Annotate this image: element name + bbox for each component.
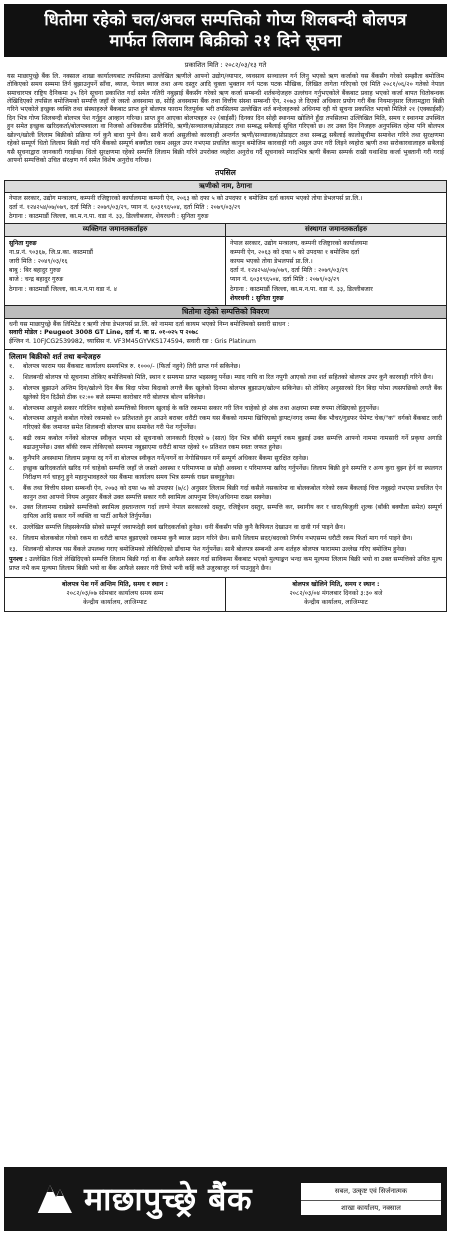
- condition-text: बैंक तथा वित्तीय संस्था सम्बन्धी ऐन, २०७३ को दफा ५७ को उपदफा (७/८) अनुसार लिलाम बिक्री गर्दा कसैले नसकारेमा वा बोलकबोल गरेको रकम बैंकलाई चित्त नबुझ्दो नभएमा प्रचलित ऐन कानुन तथा आफ्नो नियम अनुसार बैंकले उक्त सम्पत्ति सकार गरी स्वामित्व आफ्नुमा लिन/अधिनमा राख्न सक्नेछ।: [23, 484, 442, 501]
- borrower-head: ऋणीको नाम, ठेगाना: [5, 181, 446, 193]
- conditions-title: लिलाम बिक्रीको शर्त तथा बन्देजहरु: [9, 351, 101, 361]
- header-line-2: मार्फत लिलाम बिक्रीको २१ दिने सूचना: [109, 31, 342, 50]
- submission-deadline: [5, 578, 225, 610]
- condition-item: [9, 465, 442, 483]
- institutional-guarantor-col: [225, 224, 446, 304]
- condition-text: लिलाम बोलकबोल गरेको रकम वा धरौटी बापत बुझाएको रकममा कुनै ब्याज प्रदान गरिने छैन। साथै लिलाम सदर/बदरको निर्णय नभएसम्म धरौटी रकम फिर्ता माग गर्न पाइने छैन।: [23, 534, 413, 542]
- institution-line: कम्पनी ऐन, २०६३ को दफा ५ को उपदफा १ बमोजिम दर्ता: [230, 248, 360, 256]
- condition-number: ८.: [9, 465, 15, 473]
- condition-number: ११.: [9, 524, 18, 532]
- submission-place: केन्द्रीय कार्यालय, लाजिम्पाट: [83, 598, 147, 606]
- property-line-3: ईन्जिन नं. 10FJCG2539982, च्यासिस नं. VF3M45GYVKS174594, सवारी रङ : Gris Platinum: [9, 338, 256, 346]
- notice-header: [4, 4, 447, 57]
- condition-item: [9, 546, 442, 555]
- condition-number: १.: [9, 363, 15, 371]
- institutional-guarantor-head: संस्थागत जमानतकर्ताहरु: [226, 224, 446, 236]
- condition-text: शिलबन्दी बोलपत्र यस बैंकले उपलब्ध गराए बमोजिमको तोकिदिएको ढाँचामा पेश गर्नुपर्नेछ। साथै बोलपत्र सम्बन्धी अन्य शर्तहरु बोलपत्र फाराममा उल्लेख गरिए बमोजिम हुनेछ।: [23, 545, 407, 553]
- publish-date: प्रकाशित मिति : २०८२/०३/१३ गते: [184, 61, 267, 69]
- property-line-2: सवारी मोडेल : Peugeot 3008 GT Line, दर्ता नं. बा प्र. ०१-०२५ प २०७८: [9, 329, 199, 337]
- property-box: [4, 306, 447, 350]
- tapsil-title: तपसिल: [215, 168, 236, 178]
- condition-item: [9, 405, 442, 414]
- condition-text: उक्त लिलाममा राखेको सम्पत्तिको स्वामित्व हस्तान्तरण गर्दा लाग्ने नेपाल सरकारको दस्तुर, रजिष्ट्रेशन दस्तुर, सम्पत्ति कर, स्थानीय कर र धारा/बिजुली शुल्क (बाँकी बक्यौता समेत) सम्पूर्ण दायित्व आदि सकार गर्ने व्यक्ति वा पार्टी आफैले तिर्नुपर्नेछ।: [23, 504, 442, 521]
- borrower-line-2: दर्ता नं. १२४२५४/०७/०७९, दर्ता मिति : २०७९/०३/२९, प्यान नं. ६०३१९६५०४, दर्ता मिति : २०७९/०३/२९: [9, 204, 241, 212]
- condition-number: ४.: [9, 404, 15, 412]
- borrower-line-3: ठेगाना : काठमाडौं जिल्ला, का.म.न.पा. वडा नं. ३३, डिल्लीबजार, शेयरधनी : सुनिता गुरुङ: [9, 212, 209, 220]
- postscript-text: उल्लेखित धितो लेखिदिएको सम्पत्ति लिलाम बिक्री गर्दा वा बैंक आफैले सकार गर्दा साविकमा बैंकबाट भएको मुल्याङ्कन भन्दा कम मूल्यमा लिलाम बिक्री भयो वा उक्त सम्पत्तिको उचित मूल्य प्राप्त नभै कम मूल्यमा लिलाम बिक्री भयो वा बैंक आफैले सकार गरी लियो भनी कहिं कतै उजुरबाजुर गर्न पाउनुहुने छैन।: [9, 556, 442, 573]
- condition-item: [9, 524, 442, 533]
- condition-item: [9, 385, 442, 403]
- opening-place: केन्द्रीय कार्यालय, लाजिम्पाट: [304, 598, 368, 606]
- condition-item: [9, 363, 442, 372]
- condition-text: इच्छुक खरिदकर्ताले खरिद गर्न चाहेको सम्पत्ति जहाँ जे जस्तो अवस्था र परिमाणमा छ सोही अवस्था र परिमाणमा खरिद गर्नुपर्नेछ। लिलाम बिक्री हुने सम्पत्ति र अन्य कुरा बुझ्न हेर्न वा स्थलगत निरीक्षण गर्न चाहनु हुने महानुभावहरुले यस बैंकमा कार्यालय समय भित्र सम्पर्क राख्न सक्नुहुनेछ।: [23, 465, 442, 482]
- opening-datetime: २०८२/०३/०४ मंगलबार दिनको ३:३० बजे: [289, 589, 383, 597]
- institution-line: कायम भएको तोया डेभलपर्स प्रा.लि.।: [230, 258, 313, 266]
- guarantor-line: बाबु : बिर बहादुर गुरुङ: [9, 267, 61, 275]
- condition-number: ३.: [9, 384, 15, 392]
- condition-number: ६.: [9, 434, 15, 442]
- intro-paragraph: यस माछापुच्छ्रे बैंक लि. नक्साल शाखा कार्यालयबाट तपसिलमा उल्लेखित ऋणीले आफ्नो उद्योग/व्यापार, व्यवसाय सञ्चालन गर्न लिनु भएको ऋण कर्जाको यस बैंकसँग गरेको सम्झौता बमोजिम तोकिएको समय सम्ममा तिर्न बुझाउनुपर्ने साँवा, ब्याज, पेनाल ब्याज तथा अन्य दस्तुर आदि चुक्ता भुक्तान गर्न पटक पटक मौखिक, लिखित तागेता गरिएको एवं मिति २०८१/०६/२० गतेको नेपाल समाचारपत्र राष्ट्रिय दैनिकमा ३५ दिने सूचना प्रकाशित गर्दा समेत नतिरी नबुझाई बैंकसँग गरेको ऋण कर्जा सम्बन्धी शर्तबन्देजहरु उल्लंघन गर्नुभएकोले बैंकबाट प्रवाह भएको कर्जा बापत धितोबन्धक लेखिदिएको तपसिल बमोजिमको सम्पत्ति जहाँ जे जस्तो अवस्थामा छ, सोहि अवस्थामा बैंक तथा वित्तीय संस्था सम्बन्धी ऐन, २०७३ ले दिएको अधिकार प्रयोग गरी बैंक नियमानुसार लिलामद्वारा बिक्री गरिने भएकोले इच्छुक व्यक्ति तथा संस्थाहरुले बैंकबाट प्राप्त हुने बोलपत्र फाराम रितपूर्वक भरी तपसिलमा उल्लेखित शर्त बन्देजहरुको अधिनमा रही यो सूचना प्रकाशित भएको मितिले २१ (एक्काईसौं) दिन भित्र गोप्य शिलबन्दी बोलपत्र पेश गर्नुहुन आव्हान गरिन्छ। प्राप्त हुन आएका बोलपत्रहरु २२ (बाईसौं) दिनका दिन सोही स्थानमा खोलिने हुँदा तपसिलमा उल्लिखित मिति, समय र स्थानमा उपस्थित हुन समेत इच्छुक खरिदकर्ता/बोलपत्रवाला वा निजको अधिकारीक प्रतिनिधि, ऋणी/सञ्चालक/प्रोप्राइटर तथा सम्बद्ध सबैलाई सूचित गरिएको छ। तर उक्त दिन निजहरु अनुपस्थित रहेमा पनि बोलपत्र खोल्न/खोली लिलाम बिक्रीको प्रक्रिया गर्न कुनै बाधा पुग्ने छैन। साथै कर्जा असुलीको कारवाही अन्तर्गत ऋणी/सञ्चालक/प्रोप्राइटर तथा सम्बद्ध सबैलाई कालोसूचीमा समावेश गरिने तथा सुरक्षणमा रहेको सम्पूर्ण धितो लिलाम बिक्री गर्दा पनि बैंकको सम्पूर्ण बक्यौता रकम असुल उपर नभएमा प्रचलित कानुन बमोजिम कारवाही गरी असुल उपर गरी लिइने व्यहोरा ऋणी तथा सरोकारवालाहरु सबैलाई यसै सूचनाद्वारा जानकारी गराईन्छ। धितो सुरक्षणमा रहेको सम्पत्ति लिलाम बिक्री गरिने उपरोक्त व्यहोरा अनुरोध गर्दै सूचनाको म्यादभित्र ऋणी बैंकमा सम्पर्क राखी यथाशिघ्र कर्जा भुक्तानी गरी गराई आफ्नो सम्पत्तिको उचित संरक्षण गर्न समेत विशेष अनुरोध गरिन्छ।: [7, 72, 444, 164]
- institution-line: प्यान नं. ६०३१९६५०४, दर्ता मिति : २०७९/०३/२९: [230, 276, 340, 284]
- condition-text: बोलपत्र फाराम यस बैंकबाट कार्यालय समयभित्र रु. १०००/- (फिर्ता नहुने) तिरी प्राप्त गर्न सकिनेछ।: [23, 363, 241, 371]
- condition-text: उल्लेखित सम्पत्ति लिइसकेपछि सोको सम्पूर्ण जवाफदेही स्वयं खरिदकर्ताको हुनेछ। धनी बैंकसँग पछि कुनै कैफियत देखाउन वा दावी गर्न पाइने छैन।: [23, 524, 346, 532]
- borrower-box: [4, 180, 447, 224]
- opening-schedule: [225, 578, 446, 610]
- guarantor-line: जारी मिति : २०४९/०३/१६: [9, 258, 68, 266]
- condition-item: [9, 374, 442, 383]
- institution-line: नेपाल सरकार, उद्योग मन्त्रालय, कम्पनी रजिष्ट्रारको कार्यालयमा: [230, 239, 368, 247]
- condition-number: ९.: [9, 484, 15, 492]
- condition-text: बोलपत्रमा आफूले कबोल गरेको रकमको १० प्रतिशतले हुन आउने बराबर धरौटी रकम यस बैंकको नाममा खिचिएको ड्राफ्ट/नगद जम्मा बैंक भौचर/गुडफर पेमेण्ट चेक/"क" वर्गको बैंकबाट जारी गरिएको बैंक जमानत समेत शिलबन्दी बोलपत्र साथ समावेश गरी पेश गर्नुपर्नेछ।: [23, 415, 442, 432]
- condition-item: [9, 455, 442, 464]
- guarantors-table: [4, 224, 447, 305]
- condition-text: बढी रकम कबोल गर्नेको बोलपत्र स्वीकृत भएमा सो सूचनाको जानकारी दिएको ७ (सात) दिन भित्र बाँकी सम्पूर्ण रकम बुझाई उक्त सम्पत्ति आफ्नो नाममा नामसारी गर्ने प्रकृया अगाडि बढाउनुपर्नेछ। उक्त बाँकी रकम तोकिएको समयमा नबुझाएमा धरौटी बापत रहेको १० प्रतिशत रकम स्वतः जफत हुनेछ।: [23, 434, 442, 451]
- condition-item: [9, 415, 442, 433]
- fishtail-mountain-logo-icon: [34, 1179, 76, 1219]
- branch-office: शाखा कार्यालय, नक्साल: [341, 1203, 401, 1212]
- condition-number: १२.: [9, 534, 18, 542]
- condition-number: ५.: [9, 415, 15, 423]
- postscript: [9, 556, 442, 574]
- condition-item: [9, 435, 442, 453]
- condition-text: बोलपत्र बुझाउने अन्तिम दिन/खोल्ने दिन बैंक बिदा परेमा बिदाको लगत्तै बैंक खुलेको दिनमा बोलपत्र बुझाउन/खोल्न सकिनेछ। सो तोकिए अनुसारको दिन बिदा परेमा त्यसपछिको लगतै बैंक खुलेको दिन दिउँसो ठीक १२:०० बजे सम्ममा कारोबार गरी बोलपत्र बोल्न सकिनेछ।: [23, 384, 442, 401]
- property-line-1: धनी यस माछापुच्छ्रे बैंक लिमिटेड र ऋणी तोया डेभलपर्स प्रा.लि. को नाममा दर्ता कायम भएको निम्न बमोजिमको सवारी साधन :: [9, 320, 290, 328]
- postscript-label: पुनश्च :: [9, 556, 28, 564]
- guarantor-line: ना.प्र.नं. ९०३६७, जि.प्र.का. काठमाडौं: [9, 248, 93, 256]
- personal-guarantor-head: व्यक्तिगत जमानतकर्ताहरु: [5, 224, 225, 236]
- opening-head: बोलपत्र खोलिने मिति, समय र स्थान :: [292, 581, 380, 589]
- condition-number: २.: [9, 374, 15, 382]
- institution-line: शेयरधनी : सुनिता गुरुङ: [230, 294, 284, 302]
- guarantor-line: सुनिता गुरुङ: [9, 239, 37, 247]
- bank-logo: [4, 1178, 301, 1220]
- header-line-1: धितोमा रहेको चल/अचल सम्पत्तिको गोप्य शिलबन्दी बोलपत्र: [44, 10, 407, 29]
- condition-text: शिलबन्दी बोलपत्र यो सूचनामा तोकिए बमोजिमको मिति, स्थान र समयमा प्राप्त भइसक्नु पर्नेछ। म्याद नाघि वा रित नपुगी आएको तथा शर्त सहितको बोलपत्र उपर कुनै कारवाही गरिने छैन।: [23, 374, 434, 382]
- condition-number: ७.: [9, 454, 15, 462]
- bank-name: माछापुच्छ्रे बैंक: [84, 1179, 253, 1218]
- borrower-line-1: नेपाल सरकार, उद्योग मन्त्रालय, कम्पनी रजिष्ट्रारको कार्यालयमा कम्पनी ऐन, २०६३ को दफा ५ को उपदफा १ बमोजिम दर्ता कायम भएको तोया डेभलपर्स प्रा.लि.।: [9, 195, 363, 203]
- bank-footer: [4, 1167, 447, 1231]
- condition-text: बोलपत्रमा आफूले सकार गरिलिन चाहेको सम्पत्तिको विवरण खुलाई के कति रकममा सकार गरी लिन चाहेको हो अंक तथा अक्षरमा स्पष्ट रुपमा लेखिएको हुनुपर्नेछ।: [23, 404, 379, 412]
- institution-line: दर्ता नं. १२४२५४/०७/०७९, दर्ता मिति : २०७९/०३/२९: [230, 267, 348, 275]
- condition-item: [9, 535, 442, 544]
- institution-line: ठेगाना : काठमाडौं जिल्ला, का.म.न.पा. वडा नं. ३३, डिल्लीबजार: [230, 285, 373, 293]
- condition-text: कुनैपनि अवस्थामा लिलाम प्रकृया रद्द गर्ने वा बोलपत्र स्वीकृत गर्ने/नगर्ने वा नेगोसियसन गर्ने सम्पूर्ण अधिकार बैंकमा सुरक्षित रहनेछ।: [23, 454, 309, 462]
- conditions-list: [9, 363, 442, 554]
- bank-tagline: सबल, उत्कृष्ट एवं सिर्जनात्मक: [301, 1183, 441, 1201]
- condition-number: १०.: [9, 504, 18, 512]
- submission-head: बोलपत्र पेश गर्ने अन्तिम मिति, समय र स्थान :: [62, 581, 168, 589]
- guarantor-line: ठेगाना : काठमाडौं जिल्ला, का.म.न.पा वडा नं. ४: [9, 285, 117, 293]
- submission-datetime: २०८२/०३/०७ सोमबार कार्यालय समय सम्म: [66, 589, 164, 597]
- conditions-box: [4, 350, 447, 578]
- condition-item: [9, 504, 442, 522]
- tagline-box: [301, 1183, 441, 1216]
- condition-item: [9, 485, 442, 503]
- condition-number: १३.: [9, 545, 18, 553]
- personal-guarantor-col: [5, 224, 225, 304]
- guarantor-line: बाजे : चन्द्र बहादुर गुरुङ: [9, 276, 64, 284]
- property-head: धितोमा रहेको सम्पत्तिको विवरण: [5, 306, 446, 319]
- deadlines-table: [4, 578, 447, 611]
